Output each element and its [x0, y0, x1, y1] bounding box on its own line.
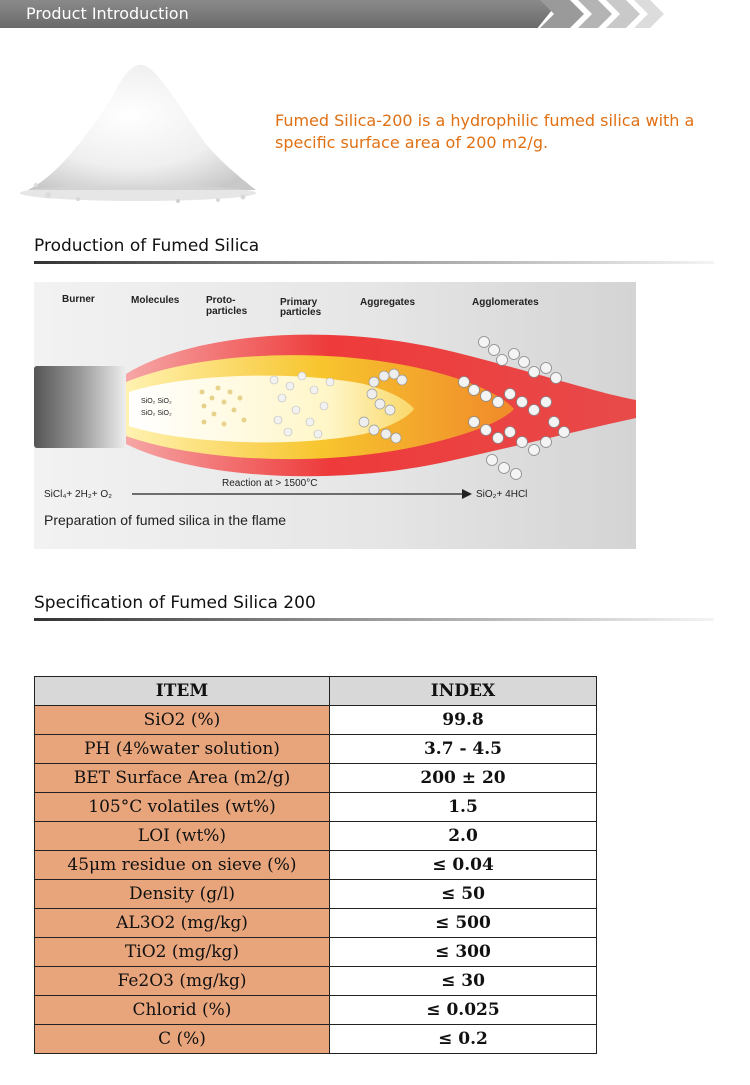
primary-particles-label-1: Primary: [280, 297, 318, 308]
index-cell: ≤ 500: [330, 909, 597, 938]
item-cell: PH (4%water solution): [35, 735, 330, 764]
table-row: [35, 822, 597, 851]
index-cell: 3.7 - 4.5: [330, 735, 597, 764]
item-cell: 45μm residue on sieve (%): [35, 851, 330, 880]
index-cell: ≤ 0.2: [330, 1025, 597, 1054]
item-cell: Chlorid (%): [35, 996, 330, 1025]
item-cell: Density (g/l): [35, 880, 330, 909]
production-section-title: Production of Fumed Silica: [34, 236, 260, 256]
protoparticles-label-2: particles: [206, 306, 248, 317]
production-section-divider: [34, 261, 714, 264]
item-cell: BET Surface Area (m2/g): [35, 764, 330, 793]
table-header-row: [35, 677, 597, 706]
table-row: [35, 851, 597, 880]
table-row: [35, 1025, 597, 1054]
silica-powder-image: [18, 55, 258, 205]
table-row: [35, 706, 597, 735]
item-cell: LOI (wt%): [35, 822, 330, 851]
specification-table: [34, 676, 597, 1054]
item-cell: AL3O2 (mg/kg): [35, 909, 330, 938]
index-cell: 99.8: [330, 706, 597, 735]
molecules-label: Molecules: [131, 295, 180, 306]
specification-section-divider: [34, 618, 714, 621]
index-column-header: INDEX: [330, 677, 597, 706]
table-row: [35, 880, 597, 909]
header-title: Product Introduction: [26, 4, 189, 23]
index-cell: ≤ 0.025: [330, 996, 597, 1025]
burner-label: Burner: [62, 294, 95, 305]
reaction-temperature-label: Reaction at > 1500°C: [222, 478, 318, 489]
table-row: [35, 909, 597, 938]
item-cell: TiO2 (mg/kg): [35, 938, 330, 967]
table-row: [35, 967, 597, 996]
index-cell: ≤ 300: [330, 938, 597, 967]
agglomerates-label: Agglomerates: [472, 297, 539, 308]
protoparticles-label-1: Proto-: [206, 295, 236, 306]
sio2-molecules-row-2: SiO₂ SiO₂: [141, 410, 172, 417]
sio2-molecules-row-1: SiO₂ SiO₂: [141, 398, 172, 405]
primary-particles-label-2: particles: [280, 307, 322, 318]
reactants-formula: SiCl₄+ 2H₂+ O₂: [44, 489, 112, 500]
table-row: [35, 764, 597, 793]
aggregates-label: Aggregates: [360, 297, 416, 308]
item-cell: Fe2O3 (mg/kg): [35, 967, 330, 996]
flame-diagram: [34, 282, 636, 549]
item-column-header: ITEM: [35, 677, 330, 706]
item-cell: 105°C volatiles (wt%): [35, 793, 330, 822]
table-row: [35, 793, 597, 822]
item-cell: C (%): [35, 1025, 330, 1054]
index-cell: 2.0: [330, 822, 597, 851]
table-row: [35, 735, 597, 764]
index-cell: 200 ± 20: [330, 764, 597, 793]
index-cell: ≤ 0.04: [330, 851, 597, 880]
products-formula: SiO₂+ 4HCl: [476, 489, 528, 500]
index-cell: 1.5: [330, 793, 597, 822]
intro-text: Fumed Silica-200 is a hydrophilic fumed silica with a specific surface area of 200 m2/g.: [275, 111, 695, 152]
header-bar: [0, 0, 750, 28]
index-cell: ≤ 30: [330, 967, 597, 996]
diagram-caption: Preparation of fumed silica in the flame: [44, 512, 287, 528]
flame-illustration: [34, 282, 636, 549]
specification-section-title: Specification of Fumed Silica 200: [34, 593, 316, 613]
chevrons-icon: [540, 0, 680, 28]
table-row: [35, 996, 597, 1025]
table-row: [35, 938, 597, 967]
item-cell: SiO2 (%): [35, 706, 330, 735]
index-cell: ≤ 50: [330, 880, 597, 909]
